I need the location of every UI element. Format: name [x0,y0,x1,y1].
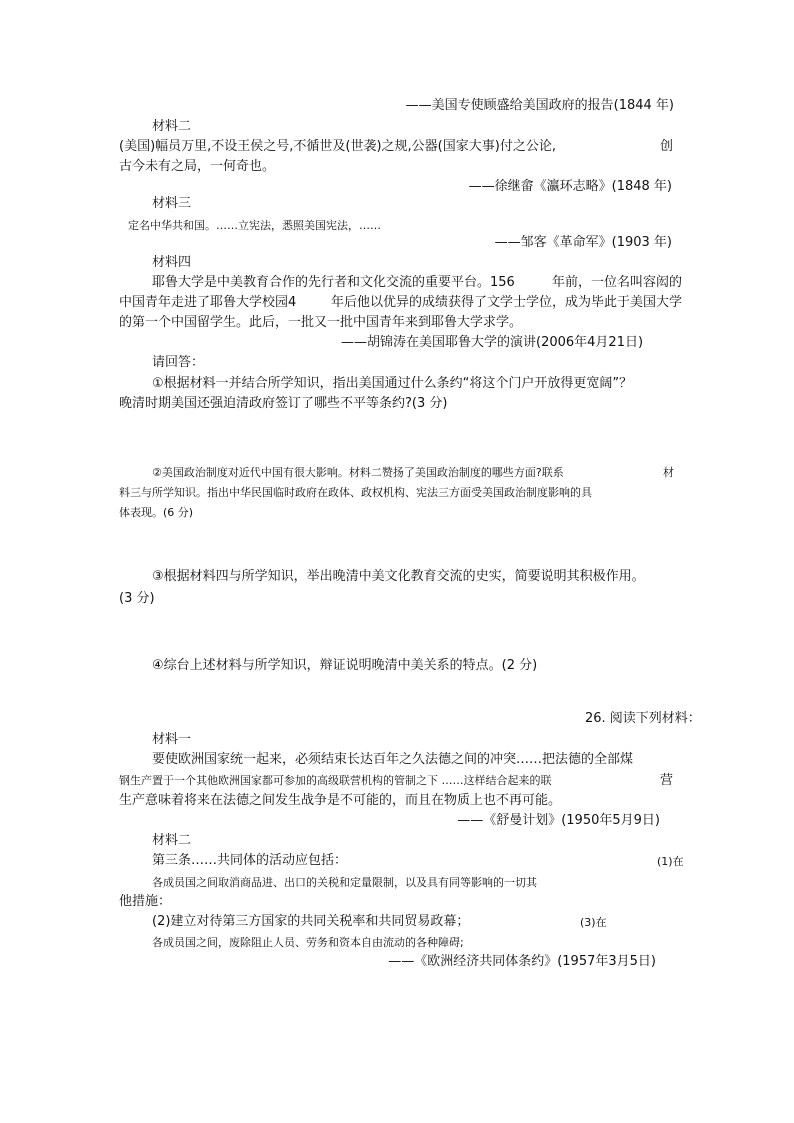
q26-material-1-line: 生产意味着将来在法德之间发生战争是不可能的，而且在物质上也不再可能。 [119,793,562,808]
material-3-line: 定名中华共和国。……立宪法，悉照美国宪法，…… [128,219,381,232]
questions-intro: 请回答： [152,355,205,370]
material-3-heading: 材料三 [152,196,192,211]
q26-material-1-line: 钢生产置于一个其他欧洲国家都可参加的高级联营机构的管制之下 ……这样结合起来的联 [119,774,552,787]
q26-material-1-line: 要使欧洲国家统一起来，必须结束长达百年之久法德之间的冲突……把法德的全部煤 [152,752,634,767]
material-2-line-end: 创 [660,139,674,154]
q26-material-1-line-end: 营 [660,773,674,788]
material-4-line: 年后他以优异的成绩获得了文学士学位，成为毕此于美国大学 [331,295,683,310]
question-2: ②美国政治制度对近代中国有很大影响。材料二赞扬了美国政治制度的哪些方面?联系 [152,466,564,479]
material-1-source: ——美国专使顾盛给美国政府的报告(1844 年) [405,98,674,113]
material-2-line: 古今未有之局，一何奇也。 [119,159,276,174]
material-4-line: 耶鲁大学是中美教育合作的先行者和文化交流的重要平台。156 [152,275,515,290]
q26-material-2-heading: 材料二 [152,833,192,848]
material-3-source: ——邹客《革命军》(1903 年) [494,235,672,250]
question-1: 晚清时期美国还强迫清政府签订了哪些不平等条约?(3 分) [119,396,448,411]
material-4-heading: 材料四 [152,255,192,270]
question-2: 料三与所学知识。指出中华民国临时政府在政体、政权机构、宪法三方面受美国政治制度影响的具 [119,486,592,499]
material-4-source: ——胡锦涛在美国耶鲁大学的演讲(2006年4月21日) [341,335,644,350]
q26-material-2-line: 第三条……共同体的活动应包括： [152,853,348,868]
q26-material-2-line: (2)建立对待第三方国家的共同关税率和共同贸易政幕； [152,914,470,929]
material-4-line: 中国青年走进了耶鲁大学校园4 [119,295,297,310]
q26-material-2-line: 他措施： [119,894,172,909]
material-2-heading: 材料二 [152,119,192,134]
question-4: ④综台上述材料与所学知识，辩证说明晚清中美关系的特点。(2 分) [152,658,538,673]
question-26-title: 26. 阅读下列材料： [585,711,701,726]
question-2: 体表现。(6 分) [119,506,194,519]
material-2-source: ——徐继畲《瀛环志略》(1848 年) [468,179,672,194]
q26-material-1-source: ——《舒曼计划》(1950年5月9日) [457,813,660,828]
q26-material-2-source: ——《欧洲经济共同体条约》(1957年3月5日) [388,954,656,969]
question-3: ③根据材料四与所学知识，举出晚清中美文化教育交流的史实，简要说明其积极作用。 [152,569,645,584]
q26-material-2-line-end: (1)在 [657,855,684,868]
q26-material-2-line-end: (3)在 [580,916,607,929]
material-4-line: 年前，一位名叫容闳的 [552,275,683,290]
q26-material-2-line: 各成员国之间，废除阻止人员、劳务和资本自由流动的各种障碍; [152,936,464,949]
material-4-line: 的第一个中国留学生。此后，一批又一批中国青年来到耶鲁大学求学。 [119,315,523,330]
q26-material-1-heading: 材料一 [152,732,192,747]
q26-material-2-line: 各成员国之间取消商品进、出口的关税和定量限制，以及具有同等影响的一切其 [152,876,537,889]
material-2-line: (美国)幅员万里,不设王侯之号,不循世及(世袭)之规,公器(国家大事)付之公论, [119,139,556,154]
question-1: ①根据材料一并结合所学知识，指出美国通过什么条约“将这个门户开放得更宽阔”？ [152,376,633,391]
question-2: 材 [663,466,674,479]
question-3: (3 分) [119,591,155,606]
